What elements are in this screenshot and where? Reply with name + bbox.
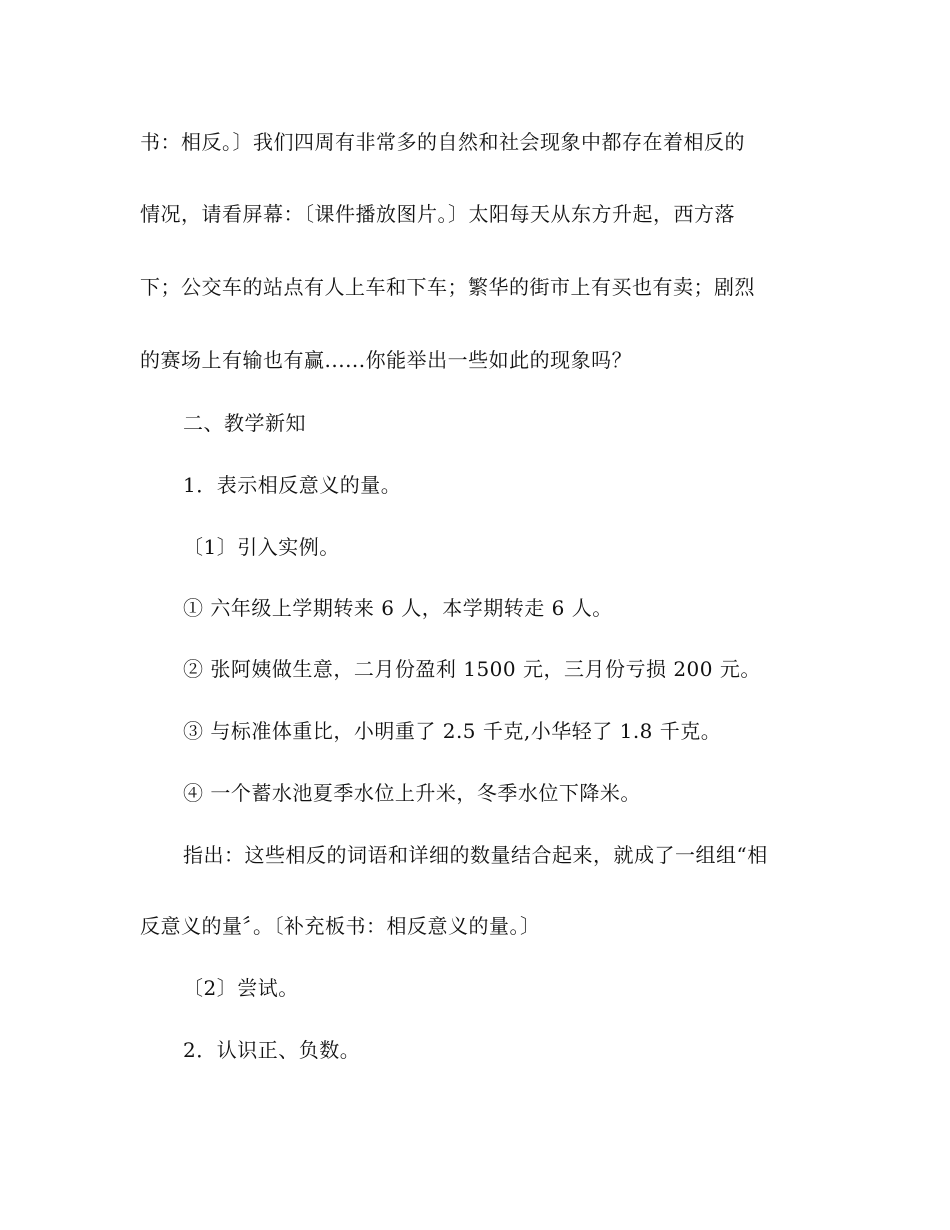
pointout-line-2: 反意义的量〞。〔补充板书：相反意义的量。〕 xyxy=(140,914,541,938)
paragraph-line-4: 的赛场上有输也有赢......你能举出一些如此的现象吗？ xyxy=(140,348,633,372)
subheading-2: 2．认识正、负数。 xyxy=(183,1038,361,1062)
example-1: ① 六年级上学期转来 6 人，本学期转走 6 人。 xyxy=(183,596,613,620)
section-heading: 二、教学新知 xyxy=(183,411,306,435)
subheading-1: 1．表示相反意义的量。 xyxy=(183,473,402,497)
example-2: ② 张阿姨做生意，二月份盈利 1500 元，三月份亏损 200 元。 xyxy=(183,657,761,681)
pointout-line-1: 指出：这些相反的词语和详细的数量结合起来，就成了一组组“相 xyxy=(183,843,768,867)
sub-item-2: 〔2〕尝试。 xyxy=(183,976,299,1000)
paragraph-line-2: 情况，请看屏幕：〔课件播放图片。〕太阳每天从东方升起，西方落 xyxy=(140,202,735,226)
paragraph-line-3: 下；公交车的站点有人上车和下车；繁华的街市上有买也有卖；剧烈 xyxy=(140,275,755,299)
paragraph-line-1: 书：相反。〕我们四周有非常多的自然和社会现象中都存在着相反的 xyxy=(140,130,745,154)
example-4: ④ 一个蓄水池夏季水位上升米，冬季水位下降米。 xyxy=(183,781,641,805)
example-3: ③ 与标准体重比，小明重了 2.5 千克,小华轻了 1.8 千克。 xyxy=(183,719,722,743)
sub-item-1: 〔1〕引入实例。 xyxy=(183,535,340,559)
